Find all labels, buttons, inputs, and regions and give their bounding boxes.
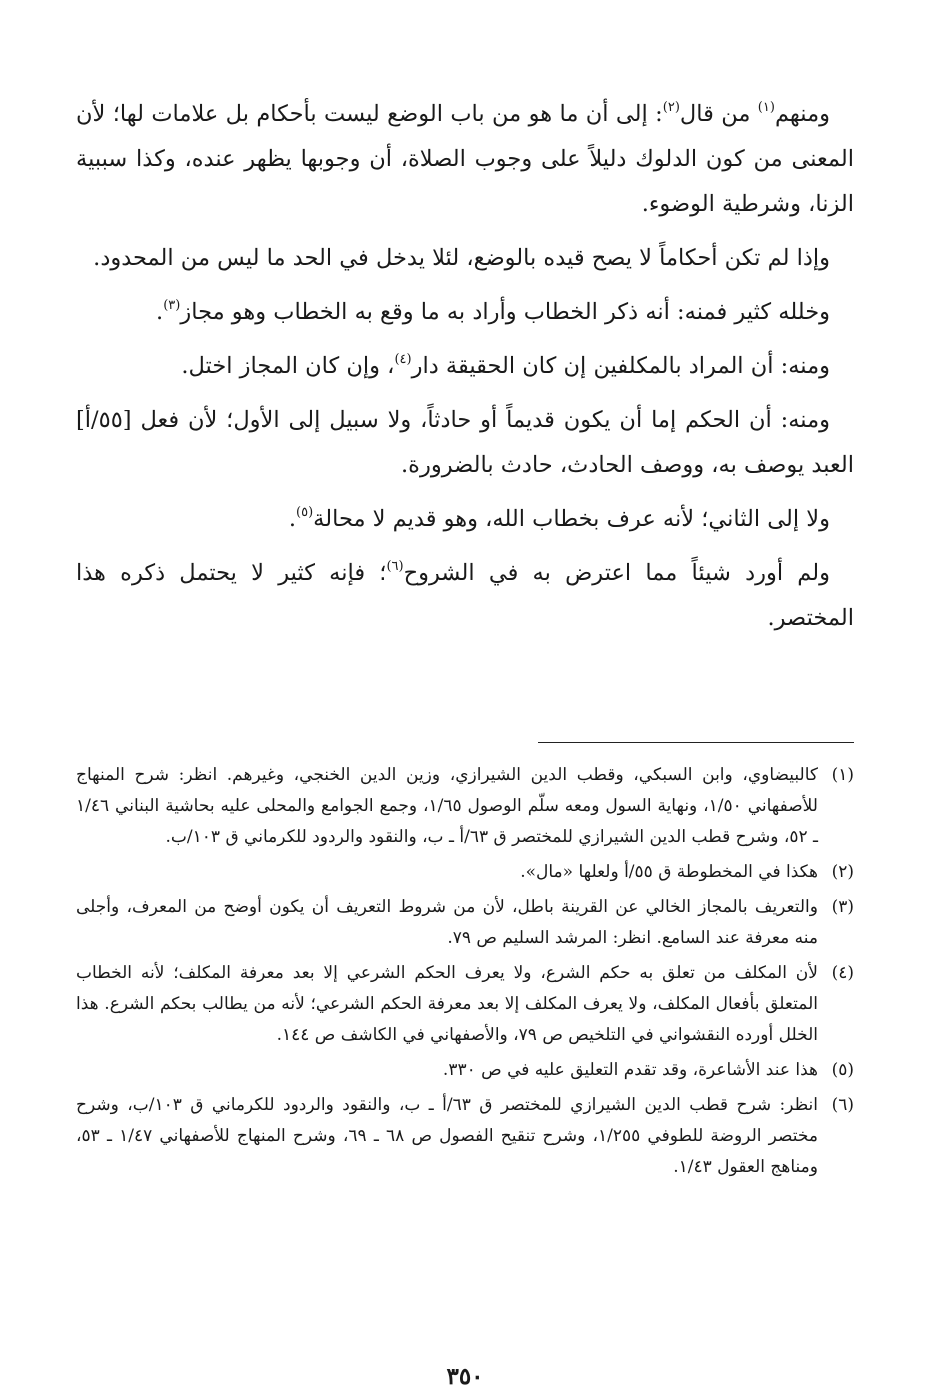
footnotes-section	[76, 760, 854, 1187]
footnote-1	[76, 760, 854, 853]
footnote-number: (٤)	[831, 963, 854, 983]
paragraph-7: ولم أورد شيئاً مما اعترض به في الشروح$^{(٦)}$؛ فإنه كثير لا يحتمل ذكره هذا المختصر.	[76, 559, 854, 631]
footnote-number: (٦)	[831, 1095, 854, 1115]
paragraph-4: ومنه: أن المراد بالمكلفين إن كان الحقيقة دار$^{(٤)}$، وإن كان المجاز اختل.	[181, 352, 830, 379]
footnote-number: (١)	[831, 765, 854, 785]
page-number: ٣٥٠	[446, 1363, 484, 1390]
footnote-ref-3: (٣)	[163, 298, 181, 313]
footnote-ref-5: (٥)	[296, 505, 314, 520]
footnote-ref-6: (٦)	[386, 559, 404, 574]
footnote-text: كالبيضاوي، وابن السبكي، وقطب الدين الشيرازي، وزين الدين الخنجي، وغيرهم. انظر: شرح المنهاج للأصفهاني ١/٥٠، ونهاية السول ومعه سلّم الوصول ١/٦٥، وجمع الجوامع والمحلى عليه بحاشية البناني ١/٤٦ ـ ٥٢، وشرح قطب الدين الشيرازي للمختصر ق ٦٣/أ ـ ب، والنقود والردود للكرماني ق ١٠٣/ب.	[76, 765, 818, 847]
footnote-ref-2: (٢)	[662, 100, 680, 115]
paragraph-5: ومنه: أن الحكم إما أن يكون قديماً أو حادثاً، ولا سبيل إلى الأول؛ لأن فعل [٥٥/أ] العبد يوصف به، ووصف الحادث، حادث بالضرورة.	[76, 407, 854, 478]
footnote-ref-1: (١)	[757, 100, 775, 115]
footnote-text: لأن المكلف من تعلق به حكم الشرع، ولا يعرف الحكم الشرعي إلا بعد معرفة المكلف؛ لأنه الخطاب المتعلق بأفعال المكلف، ولا يعرف المكلف إلا بعد معرفة الحكم الشرعي؛ لأنه من يطالب بحكم الشرع. هذا الخلل أورده النقشواني في التلخيص ص ٧٩، والأصفهاني في الكاشف ص ١٤٤.	[76, 963, 818, 1045]
footnote-text: والتعريف بالمجاز الخالي عن القرينة باطل، لأن من شروط التعريف أن يكون أوضح من المعرف، وأجلى منه معرفة عند السامع. انظر: المرشد السليم ص ٧٩.	[76, 897, 818, 948]
footnote-5	[76, 1055, 854, 1086]
footnote-6	[76, 1090, 854, 1183]
paragraph-2: وإذا لم تكن أحكاماً لا يصح قيده بالوضع، لئلا يدخل في الحد ما ليس من المحدود.	[93, 245, 830, 271]
footnote-number: (٣)	[831, 897, 854, 917]
paragraph-3: وخلله كثير فمنه: أنه ذكر الخطاب وأراد به ما وقع به الخطاب وهو مجاز$^{(٣)}$.	[156, 298, 830, 325]
footnote-3	[76, 892, 854, 954]
footnote-separator	[538, 742, 854, 743]
footnote-text: هكذا في المخطوطة ق ٥٥/أ ولعلها «مال».	[520, 862, 818, 882]
paragraph-1: ومنهم$^{(١)}$ من قال$^{(٢)}$: إلى أن ما هو من باب الوضع ليست بأحكام بل علامات لها؛ لأن المعنى من كون الدلوك دليلاً على وجوب الصلاة، أن وجوبها يظهر عنده، وكذا سببية الزنا، وشرطية الوضوء.	[76, 100, 854, 217]
book-page	[76, 92, 854, 1390]
footnote-2	[76, 857, 854, 888]
footnote-number: (٢)	[831, 862, 854, 882]
footnote-number: (٥)	[831, 1060, 854, 1080]
footnote-ref-4: (٤)	[394, 352, 412, 367]
footnote-text: انظر: شرح قطب الدين الشيرازي للمختصر ق ٦٣/أ ـ ب، والنقود والردود للكرماني ق ١٠٣/ب، وشرح مختصر الروضة للطوفي ١/٢٥٥، وشرح تنقيح الفصول ص ٦٨ ـ ٦٩، وشرح المنهاج للأصفهاني ١/٤٧ ـ ٥٣، ومناهج العقول ١/٤٣.	[76, 1095, 818, 1177]
paragraph-6: ولا إلى الثاني؛ لأنه عرف بخطاب الله، وهو قديم لا محالة$^{(٥)}$.	[288, 505, 830, 532]
footnote-text: هذا عند الأشاعرة، وقد تقدم التعليق عليه في ص ٣٣٠.	[442, 1060, 818, 1080]
footnote-4	[76, 958, 854, 1051]
main-text	[76, 92, 854, 641]
